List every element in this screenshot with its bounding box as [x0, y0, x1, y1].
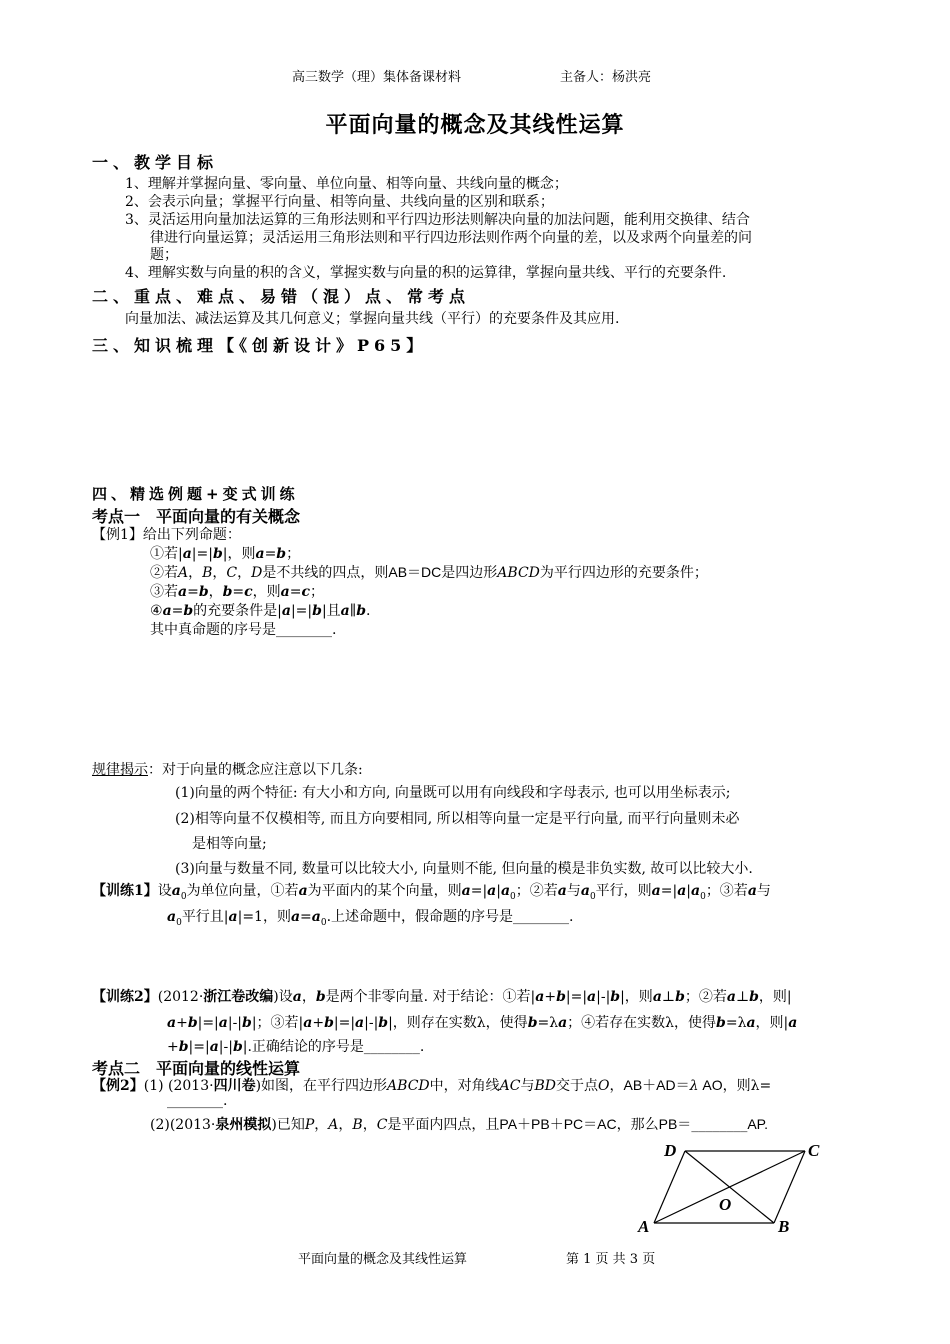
- example-1-intro: [92, 524, 241, 544]
- proposition-3: ③若a=b，b=c，则a=c；: [150, 584, 325, 600]
- header-right: 主备人：杨洪亮: [560, 70, 652, 85]
- training-1-label: 【训练1】: [92, 883, 158, 899]
- page-title: 平面向量的概念及其线性运算: [325, 112, 625, 138]
- edge-ad: [654, 1151, 685, 1223]
- goal-item-3-cont: 律进行向量运算；灵活运用三角形法则和平行四边形法则作两个向量的差，以及求两个向量差的问: [150, 230, 752, 246]
- label-a: A: [638, 1217, 650, 1236]
- label-o: O: [719, 1195, 732, 1214]
- kp2-title: 考点二 平面向量的线性运算: [92, 1061, 301, 1078]
- label-d: D: [664, 1141, 677, 1160]
- example-2-q1-blank: ________.: [167, 1093, 228, 1109]
- goal-item-4: 4、理解实数与向量的积的含义，掌握实数与向量的积的运算律，掌握向量共线、平行的充要条件.: [125, 265, 727, 281]
- section-2-heading: 二、重点、难点、易错（混）点、常考点: [92, 287, 471, 306]
- example-1-label: 【例1】: [92, 527, 143, 543]
- example-2-label: 【例2】: [92, 1078, 144, 1094]
- training-2-line-3: +b|=|a|-|b|.正确结论的序号是________.: [167, 1039, 425, 1055]
- rule-line-3: (3)向量与数量不同, 数量可以比较大小, 向量则不能, 但向量的模是非负实数, 故可以比较大小.: [175, 861, 753, 877]
- section-4-heading: 四、精选例题+变式训练: [92, 485, 299, 503]
- proposition-2: ②若A，B，C，D是不共线的四点，则AB＝DC是四边形ABCD为平行四边形的充要条件；: [150, 564, 708, 581]
- example-2-q2: (2)(2013·泉州模拟)已知P，A，B，C是平面内四点，且PA＋PB＋PC＝AC，那么PB＝________AP.: [150, 1116, 769, 1133]
- goal-item-1: 1、理解并掌握向量、零向量、单位向量、相等向量、共线向量的概念；: [125, 176, 568, 192]
- section-2-text: 向量加法、减法运算及其几何意义；掌握向量共线（平行）的充要条件及其应用.: [125, 311, 620, 327]
- goal-item-3-end: 题；: [150, 247, 178, 263]
- training-1-line-2: $a_0$平行且|a|=1，则$a=a_0$.上述命题中，假命题的序号是________.: [167, 909, 574, 928]
- example-2-q1: 【例2】(1) (2013·四川卷)如图，在平行四边形ABCD中，对角线AC与BD交于点O，AB＋AD＝λ AO，则λ=: [92, 1077, 772, 1094]
- rule-intro: 规律揭示：对于向量的概念应注意以下几条:: [92, 761, 363, 778]
- section-1-heading: 一、教学目标: [92, 153, 219, 172]
- proposition-4: ④a=b的充要条件是|a|=|b|且a∥b.: [150, 603, 371, 619]
- goal-item-2: 2、会表示向量；掌握平行向量、相等向量、共线向量的区别和联系；: [125, 194, 554, 210]
- edge-cb: [774, 1151, 805, 1223]
- parallelogram-figure: [630, 1135, 830, 1240]
- rule-line-2b: 是相等向量;: [192, 836, 267, 852]
- rule-line-1: (1)向量的两个特征: 有大小和方向, 向量既可以用有向线段和字母表示, 也可以用坐标表示;: [175, 785, 731, 801]
- proposition-1: ①若|a|=|b|，则a=b；: [150, 546, 301, 562]
- example-1-question: 其中真命题的序号是________.: [150, 622, 337, 638]
- training-1-line-1: 【训练1】设$a_0$为单位向量，①若a为平面内的某个向量，则$a=|a|a_0$；②若a与$a_0$平行，则$a=|a|a_0$；③若a与: [92, 883, 771, 902]
- goal-item-3: 3、灵活运用向量加法运算的三角形法则和平行四边形法则解决向量的加法问题，能利用交换律、结合: [125, 212, 750, 228]
- label-b: B: [778, 1217, 790, 1236]
- rule-label: 规律揭示: [92, 761, 148, 777]
- section-3-heading: 三、知识梳理【《创新设计》P65】: [92, 336, 428, 355]
- label-c: C: [808, 1141, 820, 1160]
- rule-line-2: (2)相等向量不仅模相等, 而且方向要相同, 所以相等向量一定是平行向量, 而平行向量则未必: [175, 811, 740, 827]
- footer-page: 第 1 页 共 3 页: [566, 1252, 656, 1267]
- training-2-line-2: a+b|=|a|-|b|；③若|a+b|=|a|-|b|，则存在实数λ，使得b=λa；④若存在实数λ，使得b=λa，则|a: [167, 1015, 798, 1031]
- footer-left: 平面向量的概念及其线性运算: [298, 1252, 468, 1267]
- training-2-line-1: 【训练2】(2012·浙江卷改编)设a，b是两个非零向量. 对于结论：①若|a+b|=|a|-|b|，则a⊥b；②若a⊥b，则|: [92, 988, 792, 1005]
- kp1-title: 考点一 平面向量的有关概念: [92, 509, 301, 526]
- training-2-label: 【训练2】: [92, 989, 158, 1005]
- example-1-text: 给出下列命题：: [142, 527, 241, 543]
- header-left: 高三数学（理）集体备课材料: [292, 70, 462, 85]
